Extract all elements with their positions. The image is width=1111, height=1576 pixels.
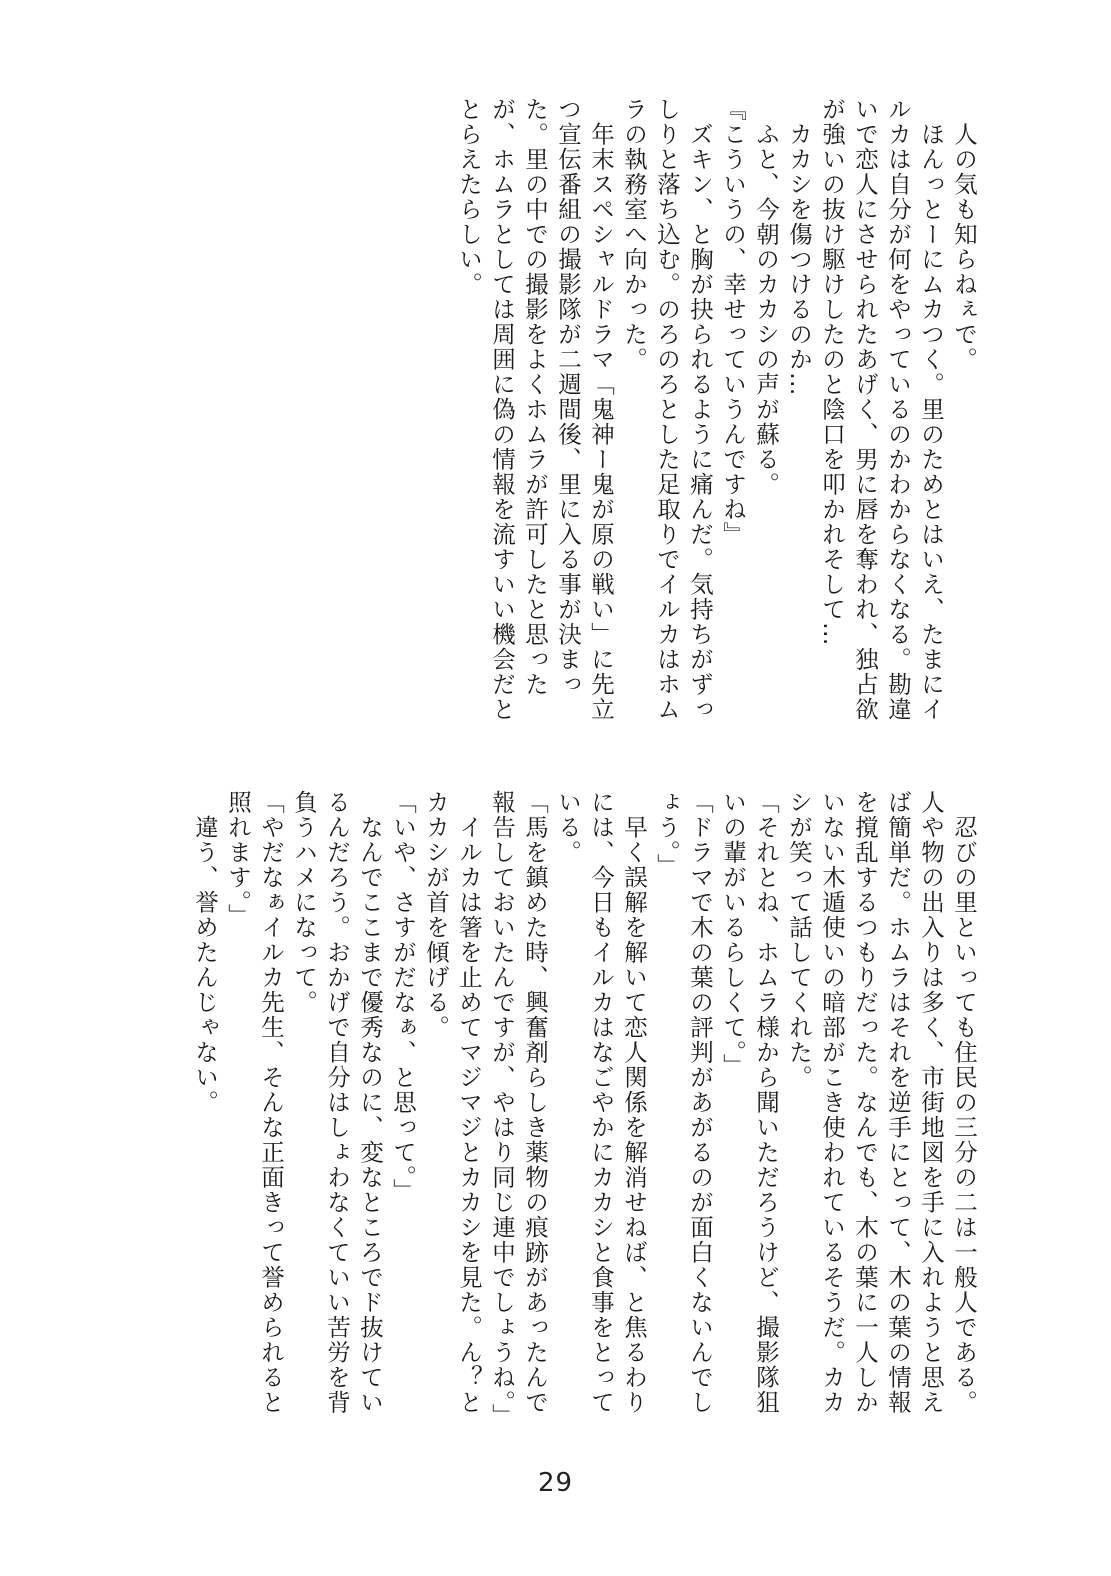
- paragraph: イルカは箸を止めてマジマジとカカシを見た。ん？とカカシが首を傾げる。: [422, 790, 483, 1415]
- upper-text-block: [452, 97, 980, 737]
- paragraph: 忍びの里といっても住民の三分の二は一般人である。人や物の出入りは多く、市街地図を手に入れようと思えば簡単だ。ホムラはそれを逆手にとって、木の葉の情報を撹乱するつもりだった。なんでも、木の葉に一人しかいない木遁使いの暗部がこき使われているそうだ。カカシが笑って話してくれた。: [785, 790, 978, 1415]
- paragraph: 「ドラマで木の葉の評判があがるのが面白くないんでしょう。」: [653, 790, 714, 1415]
- paragraph: 「馬を鎮めた時、興奮剤らしき薬物の痕跡があったんで報告しておいたんですが、やはり同じ連中でしょうね。」: [488, 790, 549, 1429]
- paragraph: 早く誤解を解いて恋人関係を解消せねば、と焦るわりには、今日もイルカはなごやかにカカシと食事をとっている。: [554, 790, 648, 1415]
- paragraph: 人の気も知らねぇで。: [950, 97, 978, 372]
- paragraph: カカシを傷つけるのか…: [785, 97, 813, 397]
- paragraph: 『こういうの、幸せっていうんですね』: [719, 97, 747, 547]
- paragraph: ほんっとーにムカつく。里のためとはいえ、たまにイルカは自分が何をやっているのかわからなくなる。勘違いで恋人にさせられたあげく、男に唇を奪われ、独占欲が強いの抜け駆けしたのと陰口を叩かれそして…: [818, 97, 945, 722]
- lower-text-block: [188, 790, 980, 1430]
- paragraph: なんでここまで優秀なのに、変なところでド抜けているんだろう。おかげで自分はしょわなくていい苦労を背負うハメになって。: [290, 790, 384, 1415]
- paragraph: 「それとね、ホムラ様から聞いただろうけど、撮影隊狙いの輩がいるらしくて。」: [719, 790, 780, 1415]
- paragraph: 「いや、さすがだなぁ、と思って。」: [389, 790, 417, 1204]
- page-number: 29: [537, 1468, 574, 1498]
- paragraph: ズキン、と胸が抉られるように痛んだ。気持ちがずっしりと落ち込む。のろのろとした足取りでイルカはホムラの執務室へ向かった。: [620, 97, 714, 722]
- paragraph: 年末スペシャルドラマ「鬼神ー鬼が原の戦い」に先立つ宣伝番組の撮影隊が二週間後、里に入る事が決まった。里の中での撮影をよくホムラが許可したと思ったが、ホムラとしては周囲に偽の情報を流すいい機会だととらえたらしい。: [455, 97, 615, 722]
- paragraph: 違う、誉めたんじゃない。: [191, 790, 219, 1115]
- paragraph: ふと、今朝のカカシの声が蘇る。: [752, 97, 780, 497]
- paragraph: 「やだなぁイルカ先生、そんな正面きって誉められると照れます。」: [224, 790, 285, 1415]
